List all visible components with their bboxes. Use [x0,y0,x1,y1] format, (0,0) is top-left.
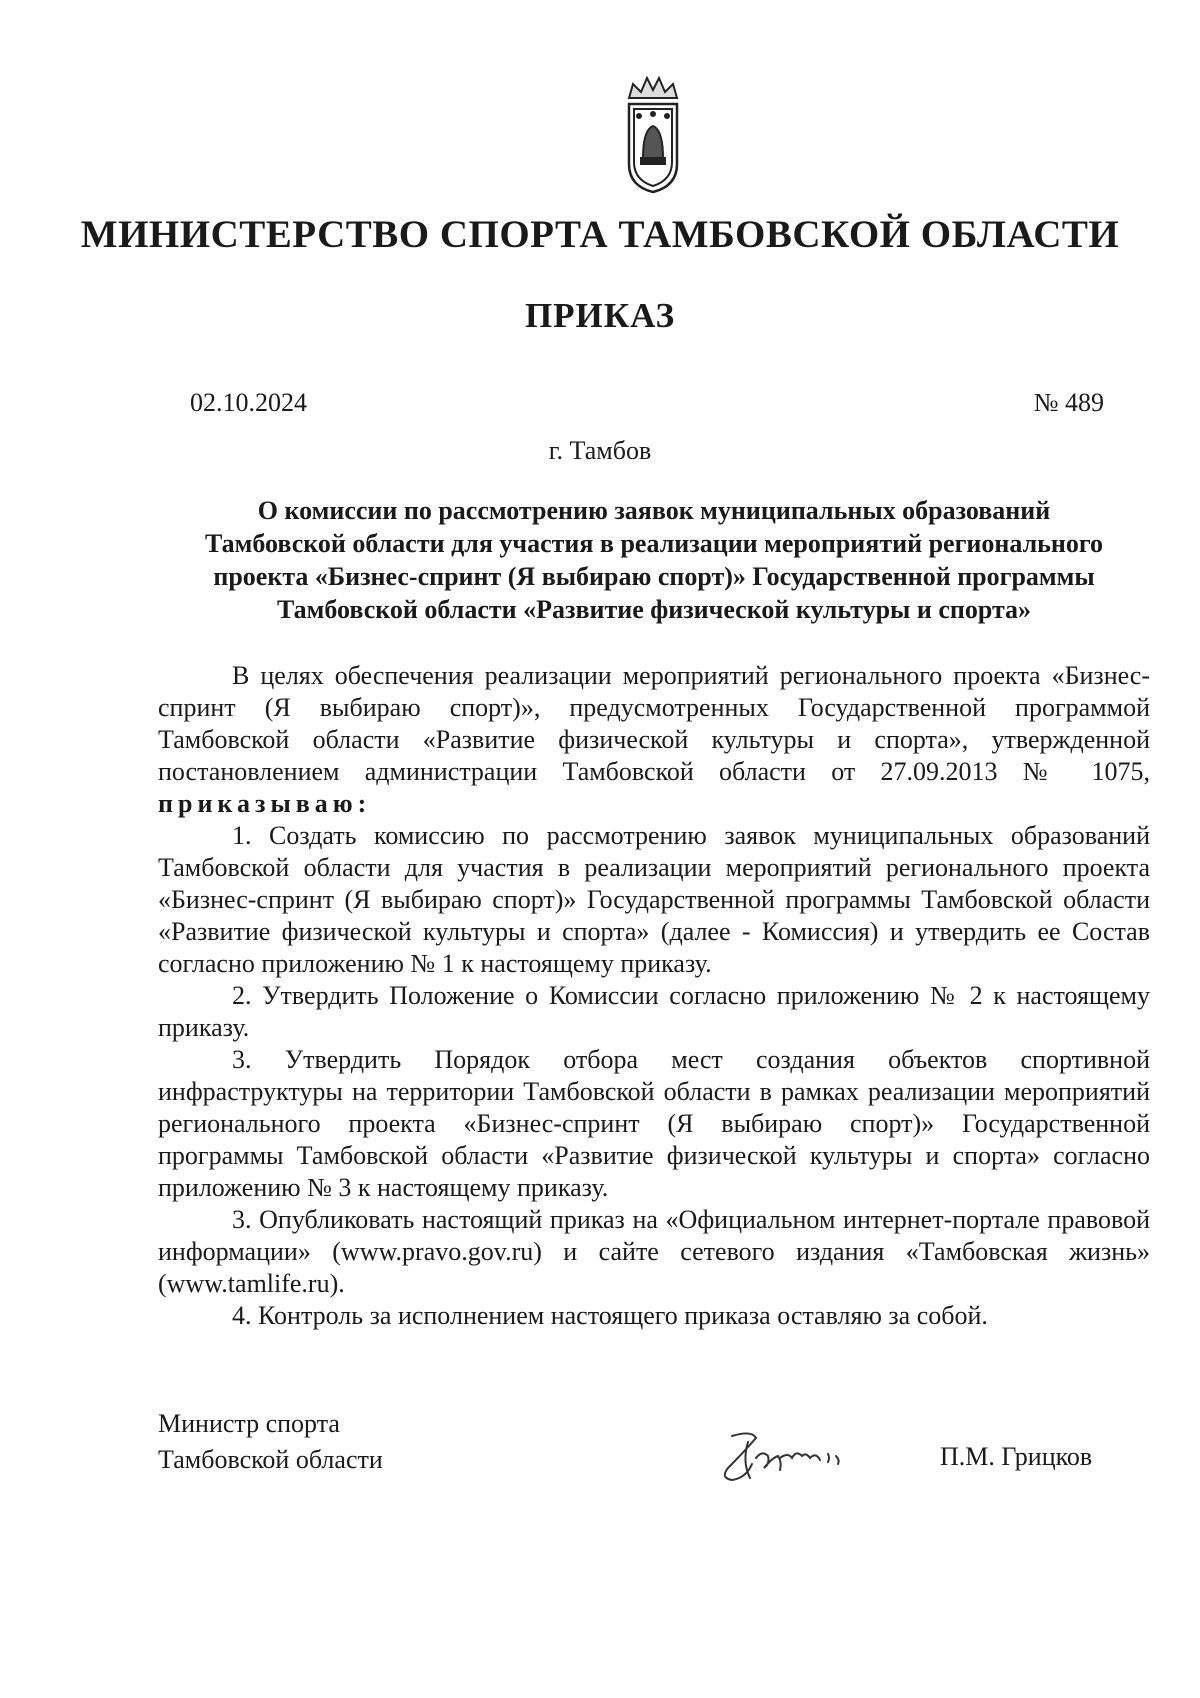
subject-line: Тамбовской области для участия в реализации мероприятий регионального [204,529,1104,558]
order-item: 3. Опубликовать настоящий приказ на «Официальном интернет-портале правовой информации» (www.pravo.gov.ru) и сайте сетевого издания «Тамбовская жизнь» (www.tamlife.ru). [158,1205,1150,1298]
preamble-text: В целях обеспечения реализации мероприятий регионального проекта «Бизнес-спринт (Я выбираю спорт)», предусмотренных Государственной программой Тамбовской области «Развитие физической культуры и спорта», утвержденной постановлением администрации Тамбовской области от 27.09.2013 № 1075, [158,661,1150,786]
document-type: ПРИКАЗ [524,296,676,335]
coat-of-arms-icon [619,68,687,196]
order-item: 2. Утвердить Положение о Комиссии согласно приложению № 2 к настоящему приказу. [158,981,1150,1042]
order-word: приказываю: [158,789,372,818]
signatory-name: П.М. Грицков [940,1442,1093,1471]
order-city: г. Тамбов [548,436,652,465]
signatory-title [158,1406,383,1478]
ministry-name: МИНИСТЕРСТВО СПОРТА ТАМБОВСКОЙ ОБЛАСТИ [80,213,1120,256]
order-number: № 489 [1033,388,1104,417]
handwritten-signature [712,1428,882,1492]
order-subject [160,494,1148,626]
preamble-paragraph [158,660,1150,820]
order-body [158,660,1150,1332]
subject-line: проекта «Бизнес-спринт (Я выбираю спорт)» Государственной программы [213,562,1095,591]
order-item: 1. Создать комиссию по рассмотрению заявок муниципальных образований Тамбовской области для участия в реализации мероприятий регионального проекта «Бизнес-спринт (Я выбираю спорт)» Государственной программы Тамбовской области «Развитие физической культуры и спорта» (далее - Комиссия) и утвердить ее Состав согласно приложению № 1 к настоящему приказу. [158,821,1150,978]
order-date: 02.10.2024 [190,388,307,417]
subject-line: О комиссии по рассмотрению заявок муниципальных образований [257,496,1051,525]
signatory-title-line: Тамбовской области [158,1445,383,1474]
order-item: 3. Утвердить Порядок отбора мест создания объектов спортивной инфраструктуры на территории Тамбовской области в рамках реализации мероприятий регионального проекта «Бизнес-спринт (Я выбираю спорт)» Государственной программы Тамбовской области «Развитие физической культуры и спорта» согласно приложению № 3 к настоящему приказу. [158,1045,1150,1202]
subject-line: Тамбовской области «Развитие физической культуры и спорта» [276,595,1032,624]
order-item: 4. Контроль за исполнением настоящего приказа оставляю за собой. [232,1301,988,1330]
signatory-title-line: Министр спорта [158,1409,340,1438]
